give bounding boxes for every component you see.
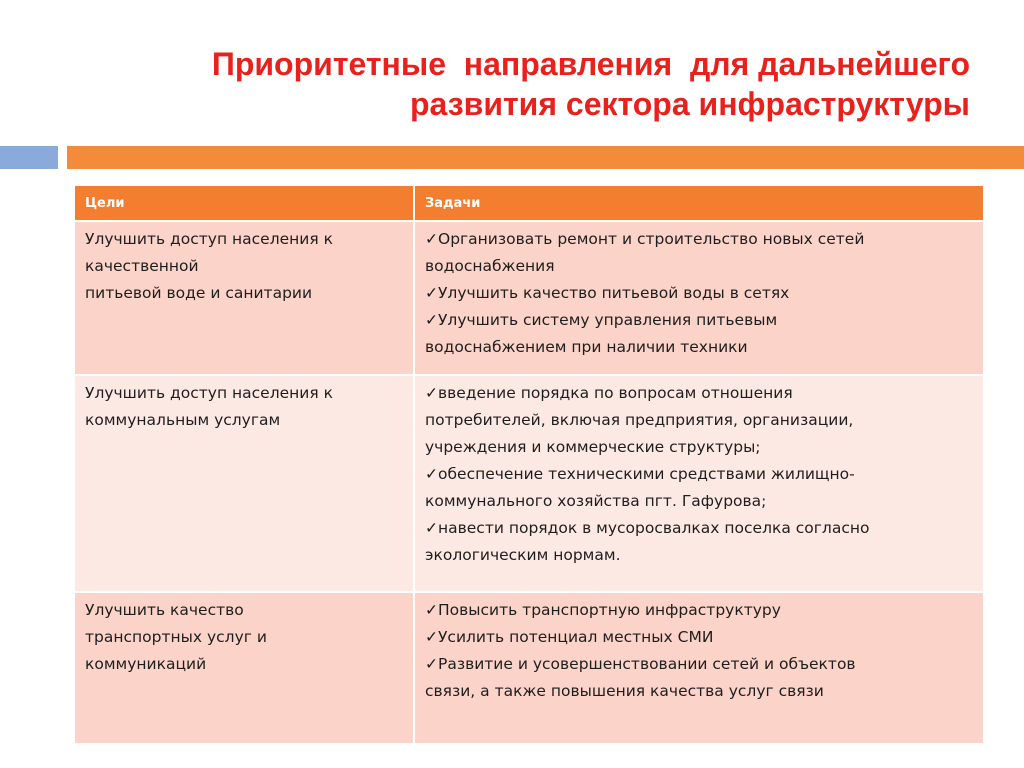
task-item: ✓Повысить транспортную инфраструктуру — [425, 601, 781, 619]
accent-bar-orange — [67, 146, 1024, 169]
task-item: ✓Улучшить качество питьевой воды в сетях — [425, 284, 790, 302]
goal-text: Улучшить доступ населения к — [85, 384, 333, 402]
goal-cell — [74, 592, 414, 744]
task-item: ✓Развитие и усовершенствовании сетей и объектов — [425, 655, 856, 673]
task-item: связи, а также повышения качества услуг связи — [425, 682, 824, 700]
goal-text: транспортных услуг и — [85, 628, 267, 646]
task-item: потребителей, включая предприятия, организации, — [425, 411, 854, 429]
table-row — [74, 221, 984, 375]
goal-text: Улучшить качество — [85, 601, 244, 619]
goal-text: коммунальным услугам — [85, 411, 281, 429]
table-row — [74, 375, 984, 592]
table-row — [74, 592, 984, 744]
task-item: коммунального хозяйства пгт. Гафурова; — [425, 492, 767, 510]
task-item: учреждения и коммерческие структуры; — [425, 438, 761, 456]
goal-text: Улучшить доступ населения к — [85, 230, 333, 248]
goal-text: коммуникаций — [85, 655, 207, 673]
slide-title-line-2: развития сектора инфраструктуры — [410, 86, 970, 122]
header-tasks: Задачи — [414, 185, 984, 221]
task-item: ✓введение порядка по вопросам отношения — [425, 384, 793, 402]
tasks-cell — [414, 221, 984, 375]
header-goals: Цели — [74, 185, 414, 221]
tasks-cell — [414, 592, 984, 744]
task-item: ✓Усилить потенциал местных СМИ — [425, 628, 714, 646]
goal-text: качественной — [85, 257, 199, 275]
tasks-cell — [414, 375, 984, 592]
task-item: ✓Улучшить систему управления питьевым — [425, 311, 778, 329]
goal-cell — [74, 221, 414, 375]
priorities-table — [73, 184, 985, 745]
task-item: ✓навести порядок в мусоросвалках поселка согласно — [425, 519, 870, 537]
table-header-row — [74, 185, 984, 221]
task-item: экологическим нормам. — [425, 546, 621, 564]
task-item: ✓обеспечение техническими средствами жилищно- — [425, 465, 855, 483]
task-item: водоснабжением при наличии техники — [425, 338, 748, 356]
slide-title — [60, 44, 970, 124]
task-item: водоснабжения — [425, 257, 555, 275]
goal-text: питьевой воде и санитарии — [85, 284, 313, 302]
accent-bar-blue — [0, 146, 58, 169]
goal-cell — [74, 375, 414, 592]
slide-title-line-1: Приоритетные направления для дальнейшего — [211, 46, 970, 82]
task-item: ✓Организовать ремонт и строительство новых сетей — [425, 230, 865, 248]
